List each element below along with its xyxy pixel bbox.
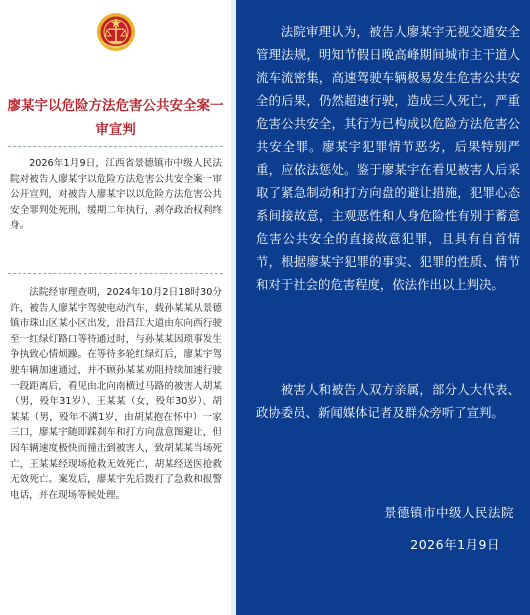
signature-court: 景德镇市中级人民法院 [383,505,514,520]
right-paragraph-2: 被害人和被告人双方亲属，部分人大代表、政协委员、新闻媒体记者及群众旁听了宣判。 [256,382,520,420]
left-panel [0,0,231,615]
right-panel [236,0,530,615]
left-paragraph-1: 2026年1月9日，江西省景德镇市中级人民法院对被告人廖某宇以危险方法危害公共安全案一审公开宣判，对被告人廖某宇以以危险方法危害公共安全罪判处死刑，缓期二年执行，剥夺政治权利终身。 [10,158,222,232]
left-paragraph-2: 法院经审理查明，2024年10月2日18时30分许，被告人廖某宇驾驶电动汽车，载孙某某从景德镇市珠山区某小区出发，沿昌江大道由东向西行驶至一红绿灯路口等待通过时，与孙某某因琐事发生争执致心情烦躁。在等待多轮红绿灯后，廖某宇驾驶车辆加速通过，并不顾孙某某劝阻持续加速行驶一段距离后，看见由北向南横过马路的被害人胡某（男，殁年31岁）、王某某（女，殁年30岁）、胡某某（男，殁年不满1岁，由胡某抱在怀中）一家三口，廖某宇随即踩刹车和打方向盘意图避让，但因车辆速度极快而撞击到被害人，致胡某某当场死亡，王某某经现场抢救无效死亡，胡某经送医抢救无效死亡。案发后，廖某宇先后拨打了急救和报警电话，并在现场等候处理。 [10,287,222,501]
page-title: 廖某宇以危险方法危害公共安全案一审宣判 [7,98,224,138]
divider-line [8,146,223,147]
national-emblem-icon [96,12,136,52]
right-paragraph-1: 法院审理认为，被告人廖某宇无视交通安全管理法规，明知节假日晚高峰期间城市主干道人流车流密集，高速驾驶车辆极易发生危害公共安全的后果，仍然超速行驶，造成三人死亡，严重危害公共安全，其行为已构成以危险方法危害公共安全罪。廖某宇犯罪情节恶劣，后果特别严重，应依法惩处。鉴于廖某宇在看见被害人后采取了紧急制动和打方向盘的避让措施，犯罪心态系间接故意，主观恶性和人身危险性有别于蓄意危害公共安全的直接故意犯罪，且具有自首情节，根据廖某宇犯罪的事实、犯罪的性质、情节和对于社会的危害程度，依法作出以上判决。 [256,24,520,292]
signature-date: 2026年1月9日 [410,537,500,552]
divider-line [8,273,223,274]
